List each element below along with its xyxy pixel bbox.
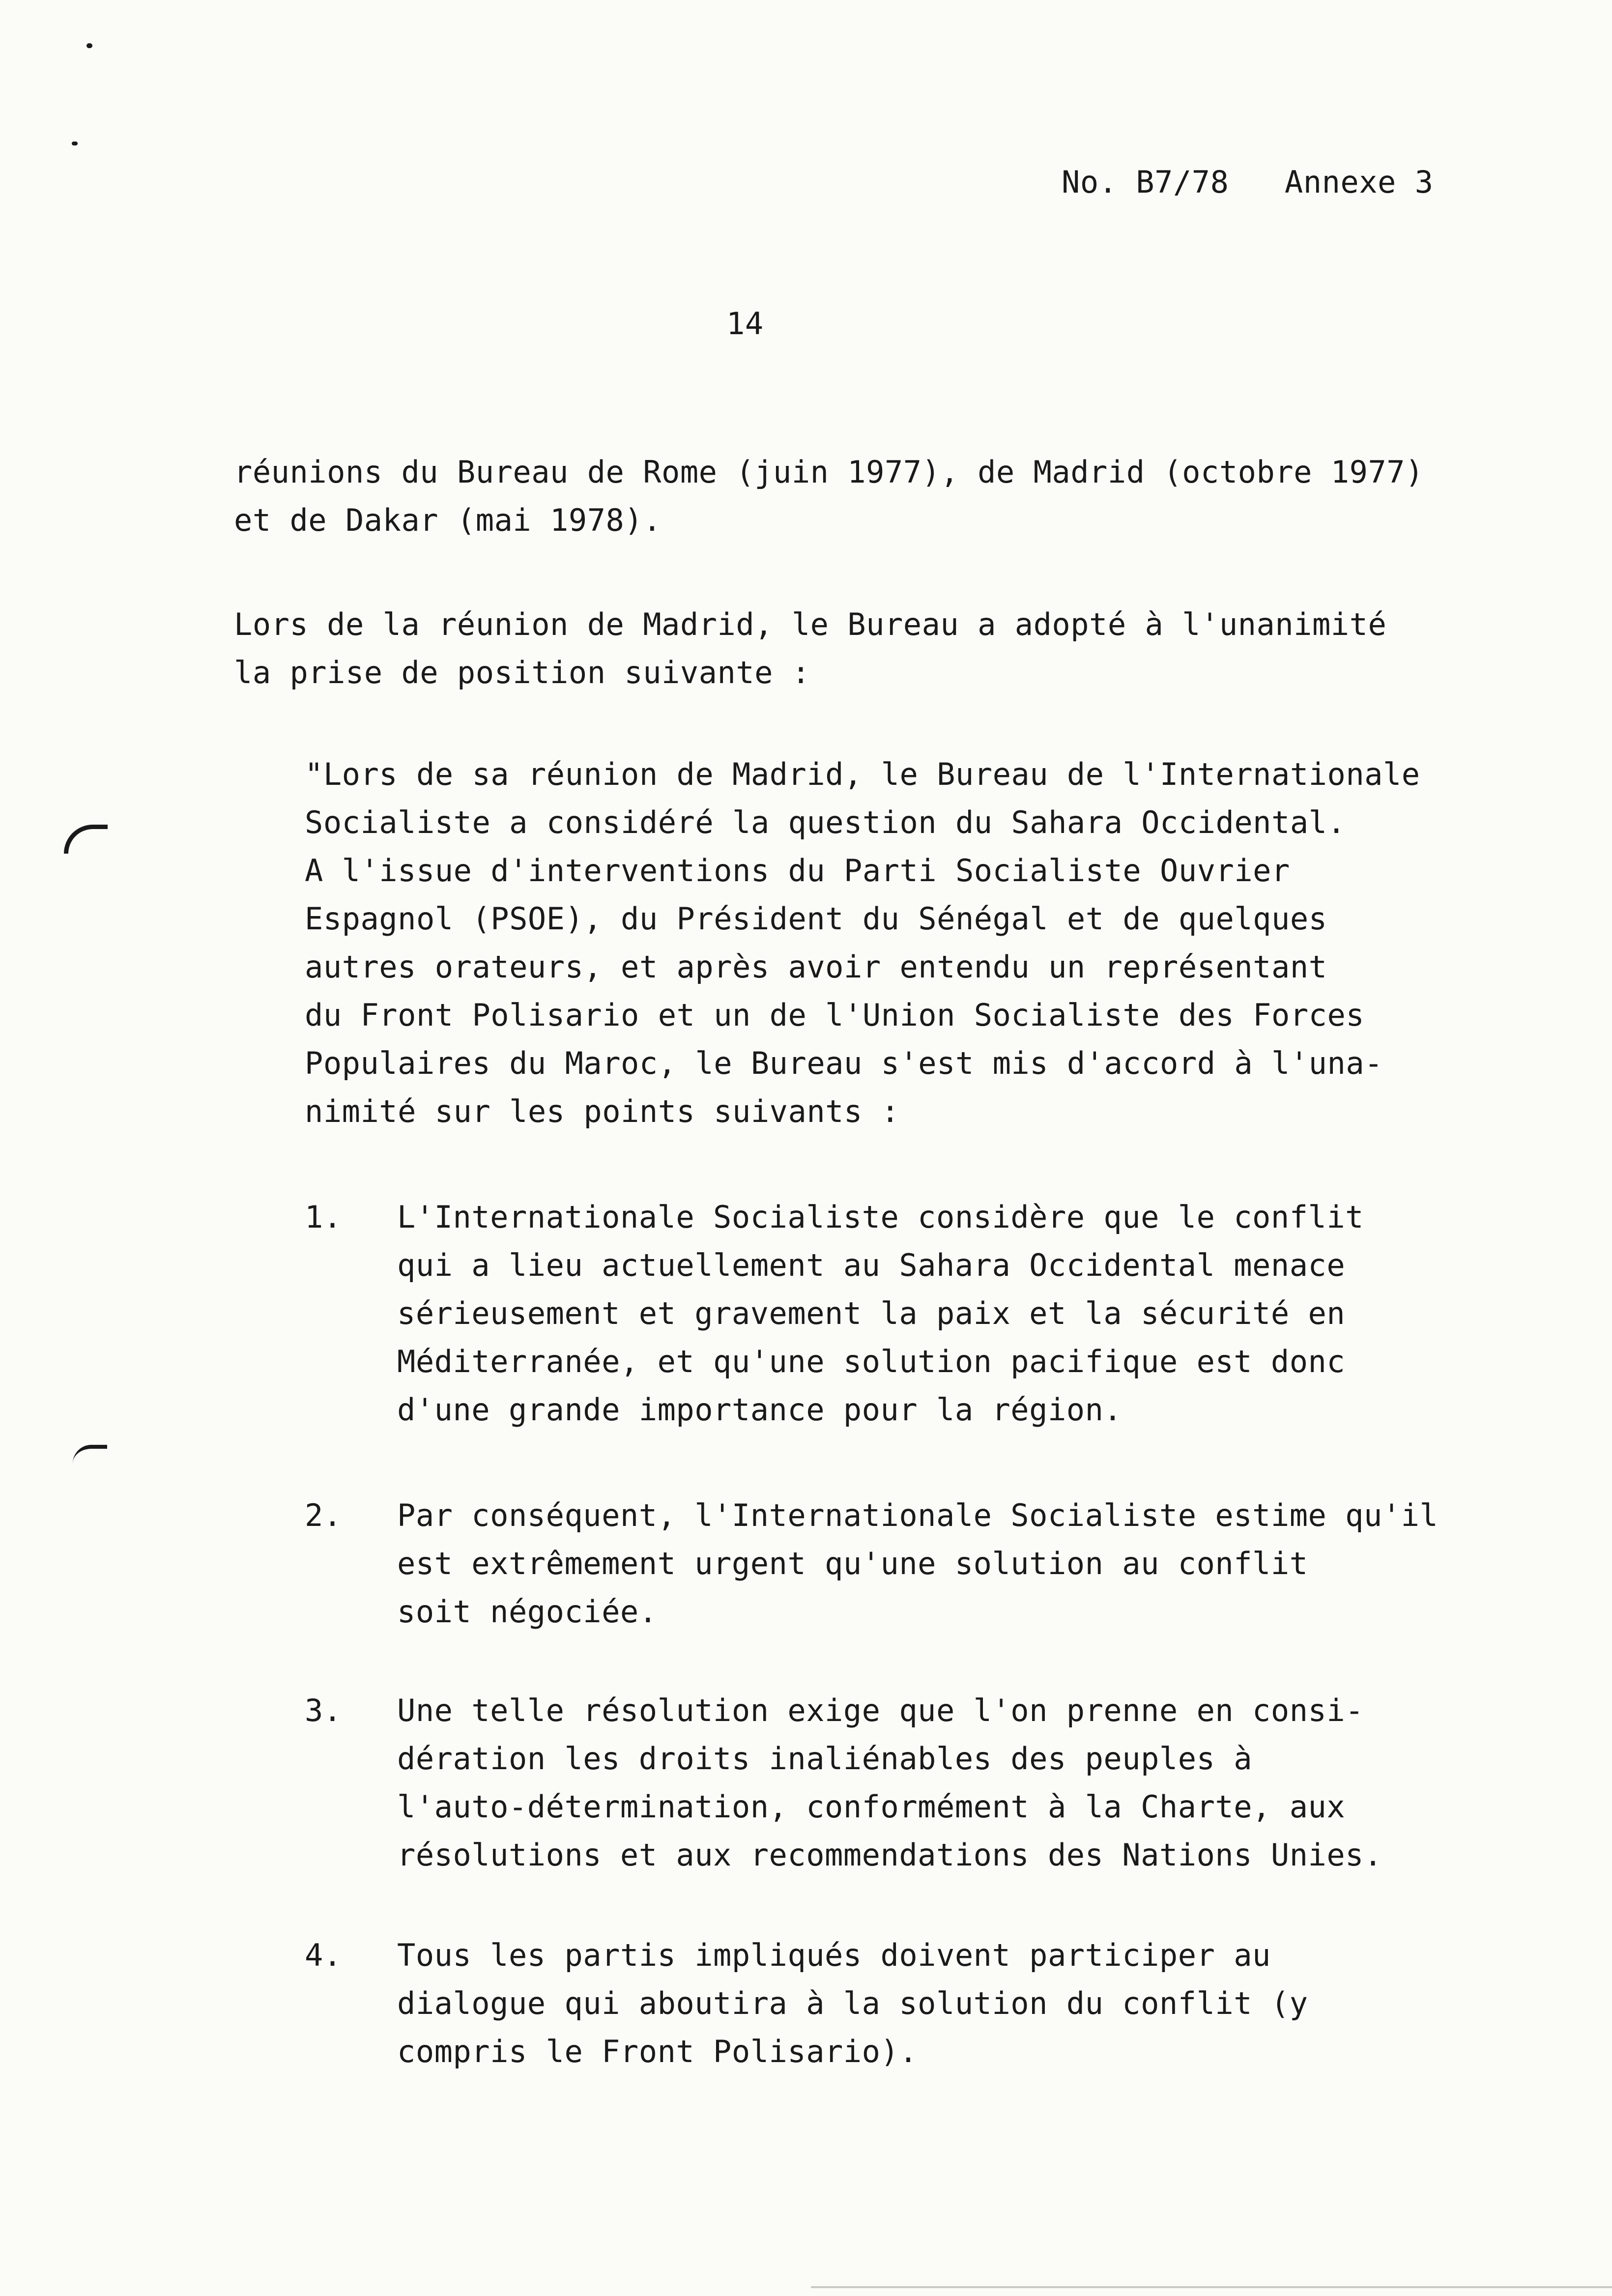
quote-line: du Front Polisario et un de l'Union Socialiste des Forces (305, 997, 1365, 1033)
point-number: 3. (305, 1693, 342, 1728)
text-line: Lors de la réunion de Madrid, le Bureau a adopté à l'unanimité (234, 606, 1387, 642)
point-line: l'auto-détermination, conformément à la Charte, aux (397, 1789, 1346, 1825)
scan-speck (86, 43, 92, 48)
point-number: 2. (305, 1497, 342, 1533)
text-line: et de Dakar (mai 1978). (234, 502, 662, 538)
point-number: 4. (305, 1937, 342, 1973)
quote-line: Populaires du Maroc, le Bureau s'est mis d'accord à l'una- (305, 1045, 1383, 1081)
margin-mark (73, 1445, 107, 1464)
document-reference: No. B7/78 Annexe 3 (1062, 164, 1434, 200)
point-line: dération les droits inaliénables des peuples à (397, 1741, 1253, 1777)
point-number: 1. (305, 1199, 342, 1235)
page-number: 14 (726, 306, 764, 342)
point-line: Une telle résolution exige que l'on prenne en consi- (397, 1693, 1364, 1728)
point-line: Par conséquent, l'Internationale Socialiste estime qu'il (397, 1497, 1439, 1533)
quote-line: autres orateurs, et après avoir entendu un représentant (305, 949, 1327, 985)
point-line: soit négociée. (397, 1594, 658, 1630)
point-line: qui a lieu actuellement au Sahara Occidental menace (397, 1247, 1346, 1283)
text-line: réunions du Bureau de Rome (juin 1977), de Madrid (octobre 1977) (234, 454, 1424, 490)
page-edge-line (811, 2286, 1612, 2288)
point-line: Tous les partis impliqués doivent participer au (397, 1937, 1271, 1973)
quote-line: Espagnol (PSOE), du Président du Sénégal et de quelques (305, 901, 1327, 937)
point-line: compris le Front Polisario). (397, 2034, 918, 2069)
margin-mark (64, 825, 108, 854)
quote-line: Socialiste a considéré la question du Sahara Occidental. (305, 804, 1346, 840)
quote-line: nimité sur les points suivants : (305, 1093, 900, 1129)
point-line: Méditerranée, et qu'une solution pacifique est donc (397, 1344, 1346, 1379)
point-line: résolutions et aux recommendations des Nations Unies. (397, 1837, 1382, 1873)
point-line: L'Internationale Socialiste considère que le conflit (397, 1199, 1364, 1235)
point-line: d'une grande importance pour la région. (397, 1392, 1123, 1428)
point-line: dialogue qui aboutira à la solution du conflit (y (397, 1985, 1308, 2021)
text-line: la prise de position suivante : (234, 655, 810, 690)
quote-line: A l'issue d'interventions du Parti Socialiste Ouvrier (305, 853, 1290, 889)
scan-speck (72, 142, 78, 145)
point-line: sérieusement et gravement la paix et la sécurité en (397, 1295, 1346, 1331)
quote-line: "Lors de sa réunion de Madrid, le Bureau de l'Internationale (305, 756, 1420, 792)
point-line: est extrêmement urgent qu'une solution au conflit (397, 1546, 1308, 1581)
